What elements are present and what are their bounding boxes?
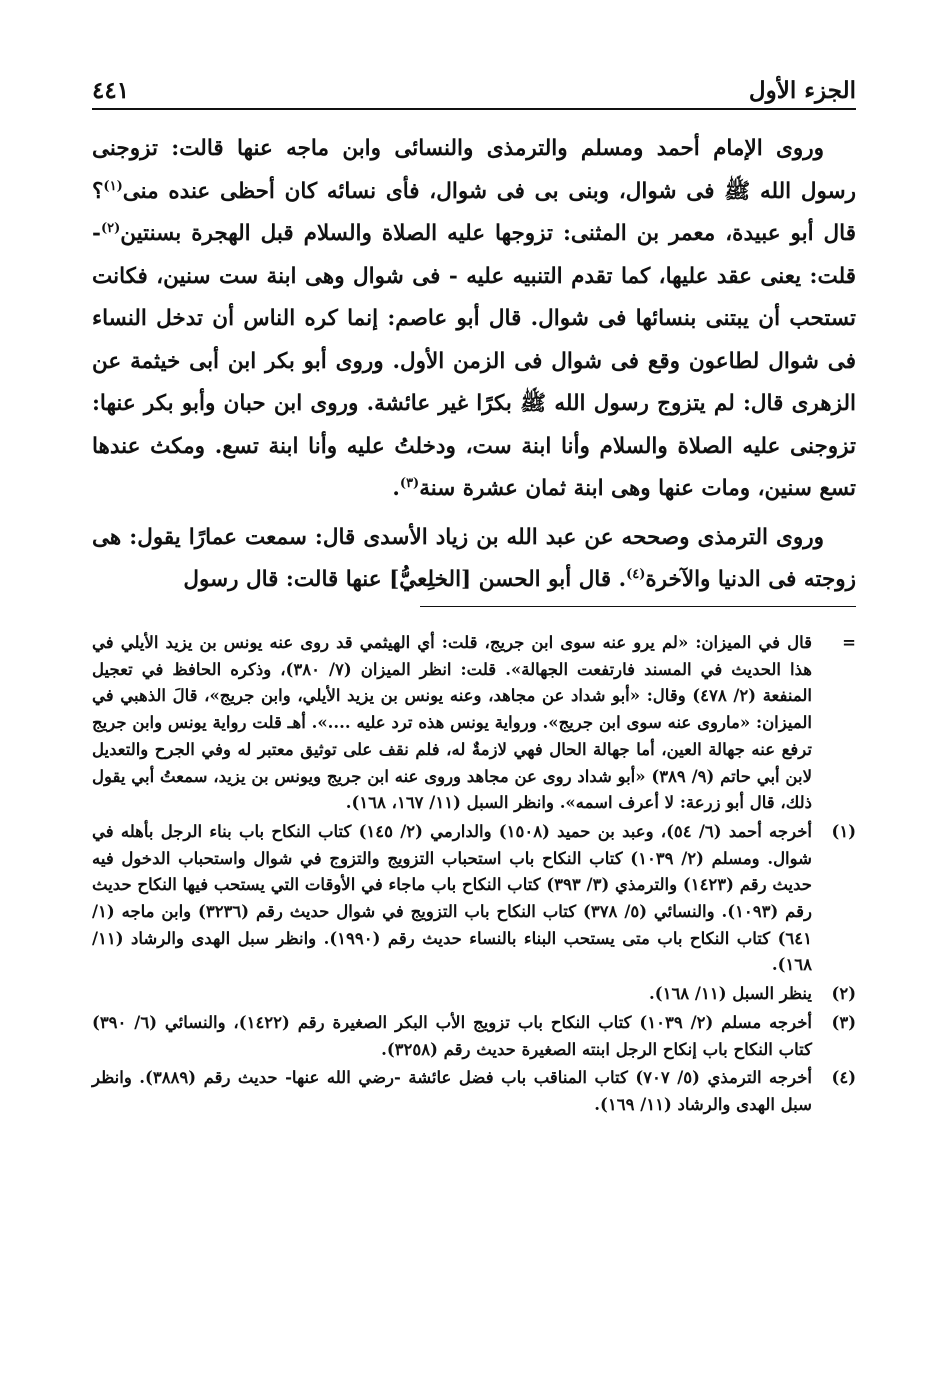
footnote-4 [92, 1065, 856, 1118]
note-ref-1: (١) [103, 178, 123, 194]
footnote-text: أخرجه الترمذي (٥/ ٧٠٧) كتاب المناقب باب فضل عائشة -رضي الله عنها- حديث رقم (٣٨٨٩). وانظر سبل الهدى والرشاد (١١/ ١٦٩). [92, 1068, 812, 1114]
footnote-text: أخرجه مسلم (٢/ ١٠٣٩) كتاب النكاح باب تزويج الأب البكر الصغيرة رقم (١٤٢٢)، والنسائي (٦/ ٣٩٠) كتاب النكاح باب إنكاح الرجل ابنته الصغيرة حديث رقم (٣٢٥٨). [92, 1012, 812, 1059]
paragraph-2-text-b: . قال أبو الحسن [الخلِعيُّ] عنها قالت: قال رسول [183, 567, 627, 592]
page-number: ٤٤١ [92, 77, 130, 104]
footnote-continued [92, 630, 856, 817]
footnote-text: ينظر السبل (١١/ ١٦٨). [649, 984, 812, 1004]
main-text [92, 128, 856, 602]
footnote-text: قال في الميزان: «لم يرو عنه سوى ابن جريج، قلت: أي الهيثمي قد روى عنه يونس بن يزيد الأيلي في هذا الحديث في المسند فارتفعت الجهالة». قلت: انظر الميزان (٧/ ٣٨٠)، وذكره الحافظ في تعجيل المنفعة (٢/ ٤٧٨) وقال: «أبو شداد عن مجاهد، وعنه يونس بن يزيد الأيلي، وابن جريج»، قالَ الذهبي في الميزان: «ماروى عنه سوى ابن جريج». ورواية يونس هذه ترد عليه ....». أهـ قلت رواية يونس وابن جريج ترفع عنه جهالة العين، أما جهالة الحال فهي لازمةٌ له، فلم نقف على توثيق معتبر له وفي الجرح والتعديل لابن أبي حاتم (٩/ ٣٨٩) «أبو شداد روى عن مجاهد وروى عنه ابن جريج ويونس بن يزيد، سمعتُ أبي يقول ذلك، قال أبو زرعة: لا أعرف اسمه». وانظر السبل (١١/ ١٦٧، ١٦٨). [92, 633, 812, 813]
paragraph-2-text-a: وروى الترمذى وصححه عن عبد الله بن زياد الأسدى قال: سمعت عمارًا يقول: هى زوجته فى الدنيا والآخرة [92, 524, 856, 592]
running-title: الجزء الأول [748, 77, 856, 104]
footnotes [92, 630, 856, 1119]
footnote-1 [92, 819, 856, 979]
running-header [92, 62, 856, 104]
header-rule [92, 108, 856, 110]
paragraph-2 [92, 517, 856, 602]
paragraph-1-text-b: ؟ قال أبو عبيدة، معمر بن المثنى: تزوجها عليه الصلاة والسلام قبل الهجرة بسنتين [92, 178, 856, 246]
footnote-3 [92, 1010, 856, 1063]
footnote-marker: (٤) [831, 1068, 856, 1088]
footnote-2 [92, 981, 856, 1008]
footnote-marker: (١) [831, 821, 856, 841]
paragraph-1 [92, 128, 856, 511]
footnote-marker: (٣) [831, 1012, 856, 1032]
footnote-separator [420, 606, 856, 607]
paragraph-1-text-d: . [392, 476, 400, 501]
paragraph-1-text-a: وروى الإمام أحمد ومسلم والترمذى والنسائى وابن ماجه عنها قالت: تزوجنى رسول الله ﷺ فى شوال، وبنى بى فى شوال، فأى نسائه كان أحظى عنده منى [92, 136, 856, 204]
paragraph-1-text-c: - قلت: يعنى عقد عليها، كما تقدم التنبيه عليه - فى شوال وهى ابنة ست سنين، فكانت تستحب أن يبتنى بنسائها فى شوال. قال أبو عاصم: إنما كره الناس أن تدخل النساء فى شوال لطاعون وقع فى شوال فى الزمن الأول. وروى أبو بكر ابن أبى خيثمة عن الزهرى قال: لم يتزوج رسول الله ﷺ بكرًا غير عائشة. وروى ابن حبان وأبو بكر عنها: تزوجنى عليه الصلاة والسلام وأنا ابنة ست، ودخلتُ عليه وأنا ابنة تسع. ومكث عندها تسع سنين، ومات عنها وهى ابنة ثمان عشرة سنة [92, 221, 856, 501]
note-ref-3: (٣) [399, 475, 420, 491]
footnote-marker: = [842, 633, 856, 652]
note-ref-4: (٤) [626, 566, 646, 582]
note-ref-2: (٢) [100, 220, 121, 236]
footnote-text: أخرجه أحمد (٦/ ٥٤)، وعبد بن حميد (١٥٠٨) والدارمي (٢/ ١٤٥) كتاب النكاح باب بناء الرجل بأهله في شوال. ومسلم (٢/ ١٠٣٩) كتاب النكاح باب استحباب التزويج والتزوج في شوال واستحباب الدخول فيه حديث رقم (١٤٢٣) والترمذي (٣/ ٣٩٣) كتاب النكاح باب ماجاء في الأوقات التي يستحب فيها النكاح حديث رقم (١٠٩٣). والنسائي (٥/ ٣٧٨) كتاب النكاح باب التزويج في شوال حديث رقم (٣٢٣٦) وابن ماجه (١/ ٦٤١) كتاب النكاح باب متى يستحب البناء بالنساء حديث رقم (١٩٩٠). وانظر سبل الهدى والرشاد (١١/ ١٦٨). [92, 821, 813, 975]
footnote-marker: (٢) [831, 984, 856, 1004]
